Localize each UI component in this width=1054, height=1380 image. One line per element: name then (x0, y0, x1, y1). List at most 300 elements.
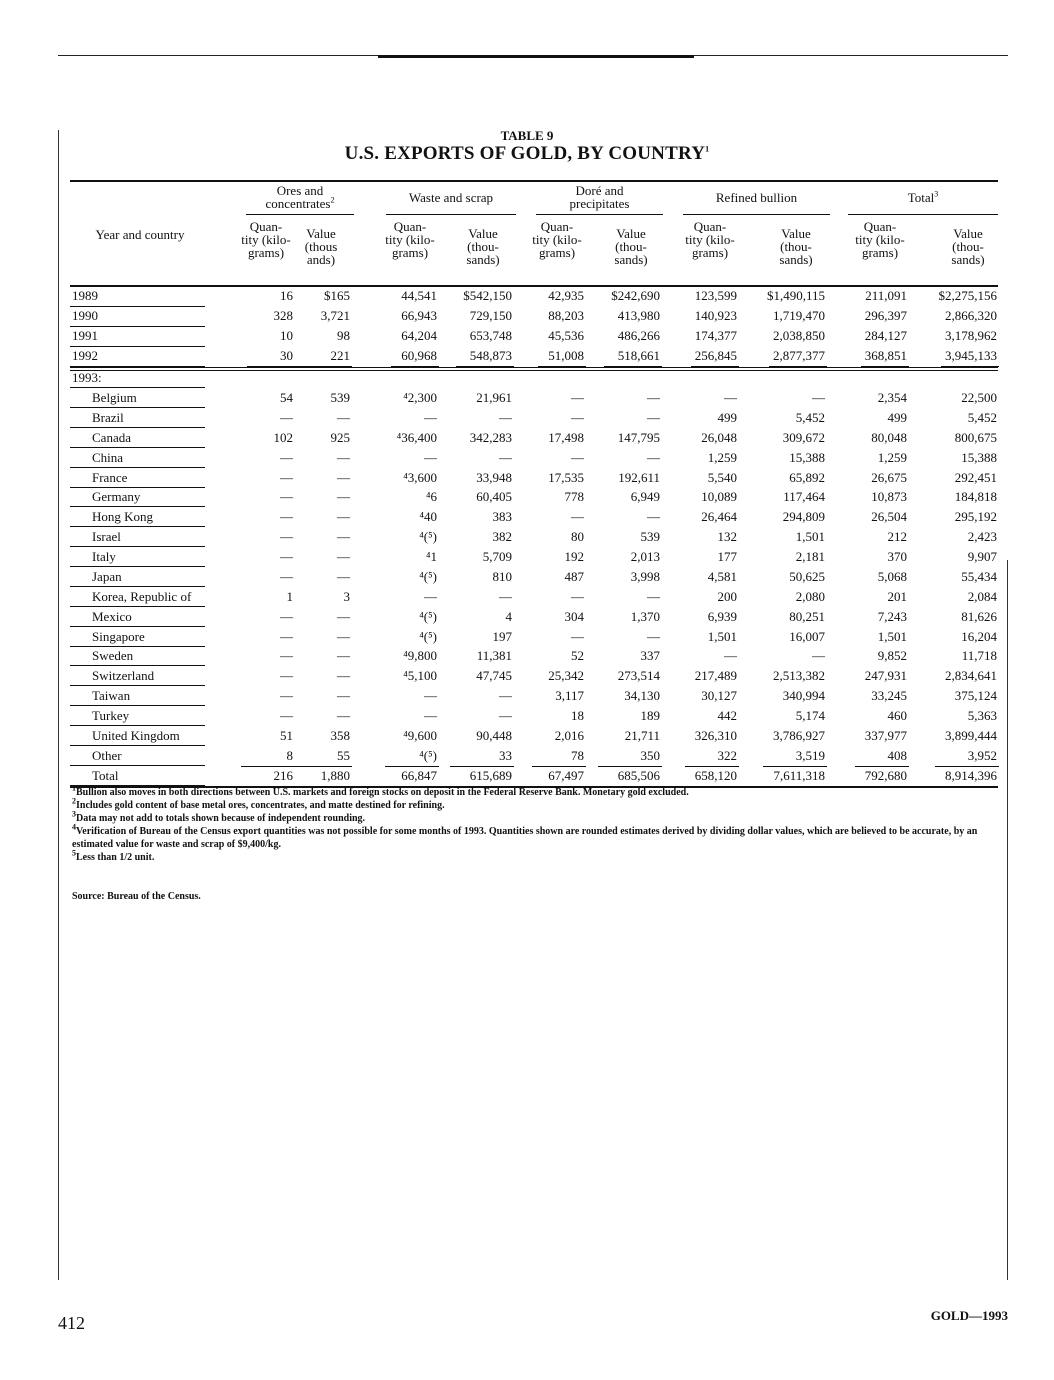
data-cell: 292,451 (954, 470, 997, 485)
data-cell: 518,661 (617, 348, 660, 363)
data-cell: 10,089 (701, 489, 737, 504)
data-cell: 80 (571, 529, 584, 544)
data-cell: 256,845 (694, 348, 737, 363)
year-label: 1990 (72, 308, 98, 323)
data-cell: 294,809 (782, 509, 825, 524)
data-cell: 60,968 (401, 348, 437, 363)
data-cell: 2,354 (877, 390, 907, 405)
section-double-rule-b (70, 370, 998, 371)
country-label: France (92, 470, 128, 485)
data-cell: 45,536 (548, 328, 584, 343)
total-top-rule (532, 766, 586, 767)
data-cell: 350 (640, 748, 660, 763)
data-cell: 26,048 (701, 430, 737, 445)
country-label: Brazil (92, 410, 124, 425)
quantity-subheader: Quan- tity (kilo- grams) (385, 219, 435, 260)
data-cell: 177 (717, 549, 737, 564)
row-label-header: Year and country (95, 227, 185, 242)
data-cell: 1,501 (795, 529, 825, 544)
data-cell: 322 (717, 748, 737, 763)
data-cell: 67,497 (548, 768, 584, 783)
country-label: Taiwan (92, 688, 131, 703)
data-cell: 21,961 (476, 390, 512, 405)
data-cell: 539 (640, 529, 660, 544)
data-cell: 64,204 (401, 328, 437, 343)
total-top-rule (241, 766, 295, 767)
data-cell: 81,626 (961, 609, 997, 624)
table-label: TABLE 9 (500, 128, 554, 143)
data-cell: — (280, 609, 293, 624)
data-cell: — (647, 629, 660, 644)
data-cell: — (337, 509, 350, 524)
quantity-subheader: Quan- tity (kilo- grams) (241, 219, 291, 260)
data-cell: 3,721 (320, 308, 350, 323)
data-cell: 26,504 (871, 509, 907, 524)
data-cell: 65,892 (789, 470, 825, 485)
data-cell: 792,680 (864, 768, 907, 783)
group-underline (683, 214, 830, 215)
data-cell: — (337, 648, 350, 663)
data-cell: 51,008 (548, 348, 584, 363)
data-cell: ⁴2,300 (403, 390, 437, 405)
data-cell: 11,718 (961, 648, 997, 663)
data-cell: 50,625 (789, 569, 825, 584)
footnote-text: Bullion also moves in both directions between U.S. markets and foreign stocks on deposit in the Federal Reserve Bank. Monetary gold excluded. (76, 787, 689, 798)
data-cell: 3,952 (967, 748, 997, 763)
data-cell: 98 (337, 328, 350, 343)
data-cell: — (499, 708, 512, 723)
data-cell: — (337, 529, 350, 544)
data-cell: $542,150 (463, 288, 512, 303)
data-cell: 1,501 (877, 629, 907, 644)
data-cell: 2,013 (630, 549, 660, 564)
quantity-subheader: Quan- tity (kilo- grams) (855, 219, 905, 260)
row-underline (70, 705, 205, 706)
row-underline (70, 326, 205, 327)
data-cell: 658,120 (694, 768, 737, 783)
data-cell: 304 (564, 609, 584, 624)
data-cell: 7,611,318 (773, 768, 825, 783)
footnote-mark: 1 (72, 783, 76, 793)
data-cell: 123,599 (694, 288, 737, 303)
data-cell: — (571, 509, 584, 524)
data-cell: 2,084 (967, 589, 997, 604)
data-cell: ⁴40 (419, 509, 437, 524)
data-cell: — (337, 609, 350, 624)
data-cell: 26,464 (701, 509, 737, 524)
data-cell: 460 (887, 708, 907, 723)
data-cell: 2,038,850 (773, 328, 825, 343)
data-cell: — (280, 688, 293, 703)
total-top-rule (855, 766, 909, 767)
data-cell: — (337, 569, 350, 584)
data-cell: 3,519 (795, 748, 825, 763)
data-cell: ⁴9,800 (403, 648, 437, 663)
data-cell: — (337, 470, 350, 485)
data-cell: 2,877,377 (773, 348, 825, 363)
data-cell: 326,310 (694, 728, 737, 743)
country-label: China (92, 450, 124, 465)
data-cell: 52 (571, 648, 584, 663)
data-cell: — (337, 450, 350, 465)
data-cell: 309,672 (782, 430, 825, 445)
row-underline (70, 745, 205, 746)
data-cell: ⁴3,600 (403, 470, 437, 485)
total-top-rule (450, 766, 514, 767)
data-cell: — (571, 629, 584, 644)
group-header-label: Waste and scrap (408, 190, 494, 205)
data-cell: — (647, 390, 660, 405)
data-cell: 5,174 (795, 708, 825, 723)
data-cell: — (571, 410, 584, 425)
data-cell: 499 (887, 410, 907, 425)
data-cell: 16,007 (789, 629, 825, 644)
row-underline (70, 306, 205, 307)
data-cell: ⁴5,100 (403, 668, 437, 683)
data-cell: 442 (717, 708, 737, 723)
data-cell: 140,923 (694, 308, 737, 323)
data-cell: 10 (280, 328, 293, 343)
data-cell: 78 (571, 748, 584, 763)
data-cell: 55,434 (961, 569, 997, 584)
country-label: Italy (92, 549, 116, 564)
table-top-rule (70, 180, 998, 182)
data-cell: 66,847 (401, 768, 437, 783)
group-header-label: Total (907, 190, 935, 205)
total-top-rule (763, 766, 827, 767)
data-cell: 9,852 (877, 648, 907, 663)
data-cell: — (337, 688, 350, 703)
data-cell: 80,048 (871, 430, 907, 445)
data-cell: 337,977 (864, 728, 907, 743)
data-cell: 1,259 (707, 450, 737, 465)
footnotes (72, 783, 997, 864)
data-cell: 5,709 (482, 549, 512, 564)
row-underline (70, 427, 205, 428)
data-cell: — (280, 509, 293, 524)
footnote-mark: 3 (72, 809, 76, 819)
data-cell: — (424, 708, 437, 723)
data-cell: 51 (280, 728, 293, 743)
footnote-mark: 5 (72, 848, 76, 858)
footnote-mark: 2 (72, 796, 76, 806)
data-cell: — (280, 489, 293, 504)
data-cell: 3,899,444 (945, 728, 997, 743)
row-underline (70, 626, 205, 627)
group-header (386, 191, 516, 204)
data-cell: 284,127 (864, 328, 907, 343)
footnote-text: Data may not add to totals shown because of independent rounding. (76, 813, 366, 824)
data-cell: 192,611 (618, 470, 660, 485)
footnote (72, 848, 997, 864)
data-cell: — (280, 470, 293, 485)
group-header (546, 184, 653, 210)
data-cell: 44,541 (401, 288, 437, 303)
data-cell: ⁴(⁵) (419, 748, 437, 763)
table-title-text: U.S. EXPORTS OF GOLD, BY COUNTRY (344, 143, 706, 164)
data-cell: 2,423 (967, 529, 997, 544)
data-cell: — (647, 410, 660, 425)
data-cell: 368,851 (864, 348, 907, 363)
country-label: Other (92, 748, 122, 763)
row-underline (70, 685, 205, 686)
country-label: Japan (92, 569, 122, 584)
header-bottom-rule (70, 285, 998, 287)
data-cell: 499 (717, 410, 737, 425)
data-cell: — (499, 410, 512, 425)
data-cell: — (647, 450, 660, 465)
data-cell: 9,907 (967, 549, 997, 564)
row-underline (70, 566, 205, 567)
data-cell: 1,370 (630, 609, 660, 624)
value-subheader: Value (thous ands) (304, 226, 338, 267)
data-cell: 197 (492, 629, 512, 644)
footnote (72, 809, 997, 825)
data-cell: — (337, 410, 350, 425)
year-label: 1992 (72, 348, 98, 363)
row-underline (70, 447, 205, 448)
data-cell: 30,127 (701, 688, 737, 703)
value-subheader: Value (thou- sands) (614, 226, 648, 267)
data-cell: 5,452 (967, 410, 997, 425)
data-cell: 3,117 (555, 688, 584, 703)
data-cell: 174,377 (694, 328, 737, 343)
data-cell: 295,192 (954, 509, 997, 524)
group-header (683, 191, 830, 204)
group-footnote-mark: 3 (934, 189, 939, 199)
row-underline (70, 765, 205, 766)
country-label: Canada (92, 430, 131, 445)
data-cell: 90,448 (476, 728, 512, 743)
data-cell: 383 (492, 509, 512, 524)
group-footnote-mark: 2 (330, 195, 335, 205)
data-cell: 117,464 (783, 489, 825, 504)
data-cell: 800,675 (954, 430, 997, 445)
data-cell: 340,994 (782, 688, 825, 703)
data-cell: 54 (280, 390, 293, 405)
data-cell: 5,452 (795, 410, 825, 425)
data-cell: $2,275,156 (938, 288, 997, 303)
data-cell: 147,795 (617, 430, 660, 445)
data-cell: — (424, 410, 437, 425)
data-cell: 486,266 (617, 328, 660, 343)
data-cell: 17,535 (548, 470, 584, 485)
data-cell: 66,943 (401, 308, 437, 323)
row-underline (70, 407, 205, 408)
data-cell: 3,786,927 (773, 728, 825, 743)
value-subheader: Value (thou- sands) (951, 226, 985, 267)
total-label: Total (92, 768, 119, 783)
data-cell: — (647, 589, 660, 604)
data-cell: 15,388 (789, 450, 825, 465)
total-top-rule (935, 766, 999, 767)
row-underline (70, 467, 205, 468)
total-top-rule (685, 766, 739, 767)
footnote-text: Includes gold content of base metal ores, concentrates, and matte destined for refining. (76, 800, 445, 811)
quantity-subheader: Quan- tity (kilo- grams) (685, 219, 735, 260)
running-head: GOLD—1993 (930, 1308, 1008, 1323)
row-underline (70, 606, 205, 607)
data-cell: — (571, 589, 584, 604)
data-cell: — (280, 410, 293, 425)
data-cell: 33,245 (871, 688, 907, 703)
data-cell: 217,489 (694, 668, 737, 683)
data-cell: 1 (286, 589, 293, 604)
data-cell: — (647, 509, 660, 524)
data-cell: 375,124 (954, 688, 997, 703)
data-cell: 1,719,470 (773, 308, 825, 323)
row-underline (70, 346, 205, 347)
data-cell: — (424, 450, 437, 465)
group-header (256, 184, 344, 210)
footnote (72, 783, 997, 799)
country-label: Hong Kong (92, 509, 154, 524)
group-underline (536, 214, 663, 215)
data-cell: 8 (286, 748, 293, 763)
year-label: 1991 (72, 328, 98, 343)
data-cell: ⁴9,600 (403, 728, 437, 743)
country-label: Germany (92, 489, 141, 504)
data-cell: 18 (571, 708, 584, 723)
data-cell: ⁴1 (425, 549, 437, 564)
data-cell: 221 (330, 348, 350, 363)
data-cell: 337 (640, 648, 660, 663)
data-cell: 17,498 (548, 430, 584, 445)
data-cell: 4 (505, 609, 512, 624)
data-cell: 382 (492, 529, 512, 544)
data-cell: 273,514 (617, 668, 660, 683)
row-underline (70, 725, 205, 726)
data-cell: 685,506 (617, 768, 660, 783)
data-cell: — (337, 668, 350, 683)
data-cell: 5,068 (877, 569, 907, 584)
data-cell: — (724, 390, 737, 405)
data-cell: 729,150 (469, 308, 512, 323)
data-cell: — (499, 688, 512, 703)
data-cell: 6,949 (630, 489, 660, 504)
footnote-text: Verification of Bureau of the Census export quantities was not possible for some months of 1993. Quantities shown are rounded estimates derived by dividing dollar values, which are believed to be accurate, by an estimated value for waste and scrap of $9,400/kg. (72, 826, 978, 850)
group-underline (848, 214, 998, 215)
data-cell: 358 (330, 728, 350, 743)
data-cell: 8,914,396 (945, 768, 997, 783)
data-cell: 4,581 (707, 569, 737, 584)
group-header-label: Ores and concentrates (265, 183, 331, 211)
data-cell: 3 (343, 589, 350, 604)
data-cell: 34,130 (624, 688, 660, 703)
data-cell: — (280, 569, 293, 584)
data-cell: — (571, 390, 584, 405)
data-cell: 2,513,382 (773, 668, 825, 683)
total-top-rule (288, 766, 352, 767)
data-cell: 200 (717, 589, 737, 604)
data-cell: 6,939 (707, 609, 737, 624)
total-top-rule (598, 766, 662, 767)
footnote-text: Less than 1/2 unit. (76, 852, 155, 863)
data-cell: — (424, 589, 437, 604)
data-cell: 328 (273, 308, 293, 323)
data-cell: 42,935 (548, 288, 584, 303)
group-underline (246, 214, 354, 215)
country-label: Korea, Republic of (92, 589, 192, 604)
data-cell: $165 (324, 288, 350, 303)
table-title (0, 143, 1054, 165)
data-cell: 548,873 (469, 348, 512, 363)
data-cell: — (280, 629, 293, 644)
data-cell: 370 (887, 549, 907, 564)
data-cell: 539 (330, 390, 350, 405)
data-cell: — (280, 668, 293, 683)
data-cell: 184,818 (954, 489, 997, 504)
group-underline (386, 214, 516, 215)
data-cell: — (812, 648, 825, 663)
data-cell: 102 (273, 430, 293, 445)
page-left-rule (58, 130, 59, 1280)
footnote (72, 796, 997, 812)
data-cell: 33 (499, 748, 512, 763)
section-underline (70, 387, 205, 388)
data-cell: 26,675 (871, 470, 907, 485)
row-underline (70, 646, 205, 647)
data-cell: 296,397 (864, 308, 907, 323)
row-underline (70, 487, 205, 488)
group-header (848, 191, 998, 204)
data-cell: 192 (564, 549, 584, 564)
data-cell: 1,501 (707, 629, 737, 644)
data-cell: 132 (717, 529, 737, 544)
data-cell: $1,490,115 (766, 288, 825, 303)
data-cell: 2,866,320 (945, 308, 997, 323)
data-cell: 2,181 (795, 549, 825, 564)
data-cell: ⁴6 (425, 489, 437, 504)
data-cell: 1,259 (877, 450, 907, 465)
footnote (72, 822, 997, 851)
data-cell: 33,948 (476, 470, 512, 485)
data-cell: 216 (273, 768, 293, 783)
group-header-label: Doré and precipitates (569, 183, 630, 211)
data-cell: 16 (280, 288, 293, 303)
data-cell: 3,998 (630, 569, 660, 584)
data-cell: 16,204 (961, 629, 997, 644)
data-cell: 413,980 (617, 308, 660, 323)
country-label: Sweden (92, 648, 134, 663)
value-subheader: Value (thou- sands) (779, 226, 813, 267)
data-cell: — (280, 450, 293, 465)
country-label: Turkey (92, 708, 130, 723)
data-cell: 615,689 (469, 768, 512, 783)
page-right-rule (1007, 560, 1008, 1280)
data-cell: 3,945,133 (945, 348, 997, 363)
data-cell: 487 (564, 569, 584, 584)
total-top-rule (385, 766, 439, 767)
footnote-mark: 4 (72, 822, 76, 832)
country-label: Belgium (92, 390, 137, 405)
data-cell: — (724, 648, 737, 663)
row-underline (70, 526, 205, 527)
data-cell: 810 (492, 569, 512, 584)
data-cell: $242,690 (611, 288, 660, 303)
data-cell: 189 (640, 708, 660, 723)
row-underline (70, 506, 205, 507)
data-cell: 88,203 (548, 308, 584, 323)
data-cell: — (337, 629, 350, 644)
row-underline (70, 586, 205, 587)
data-cell: 3,178,962 (945, 328, 997, 343)
data-cell: 201 (887, 589, 907, 604)
data-cell: 2,080 (795, 589, 825, 604)
data-cell: 925 (330, 430, 350, 445)
data-cell: 2,016 (554, 728, 584, 743)
data-cell: 60,405 (476, 489, 512, 504)
